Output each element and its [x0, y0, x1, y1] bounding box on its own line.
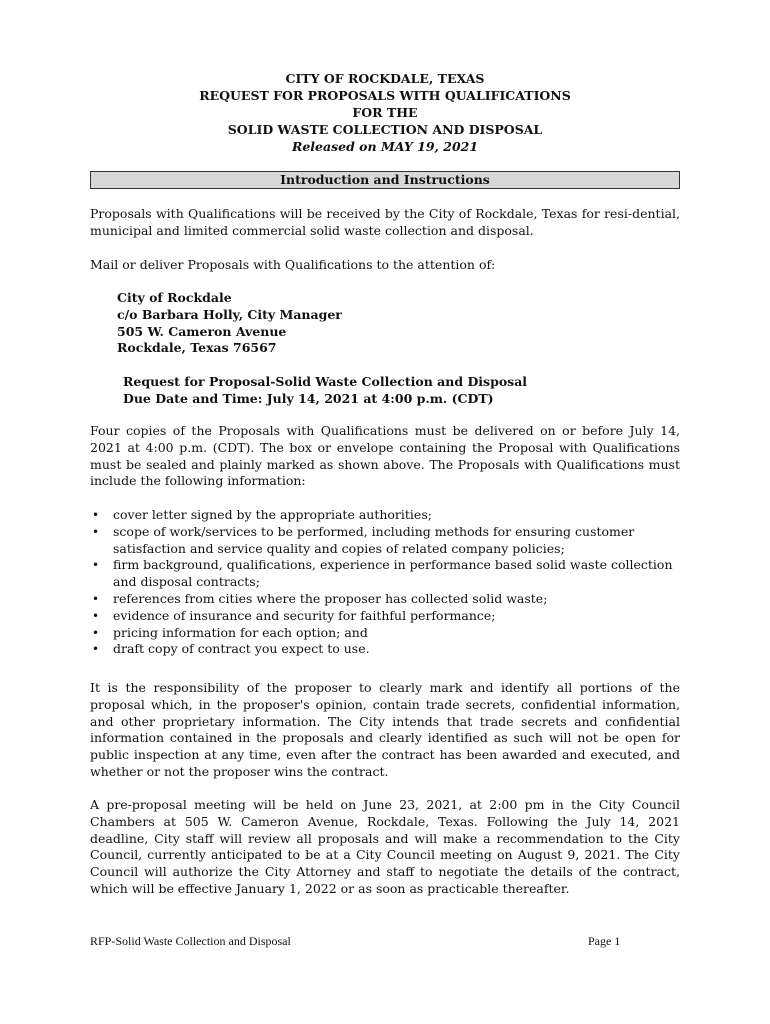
list-item: • firm background, qualifications, experience in performance based solid waste collection and disposal contracts; — [92, 557, 673, 590]
list-item: • pricing information for each option; and — [92, 624, 368, 640]
mailing-address — [117, 290, 342, 357]
copies-paragraph: Four copies of the Proposals with Qualifications must be delivered on or before July 14, 2021 at 4:00 p.m. (CDT). The box or envelope containing the Proposal with Qualifications must be sealed and plainly marked as shown above. The Proposals with Qualifications must include the following information: — [90, 423, 680, 489]
request-title: Request for Proposal-Solid Waste Collection and Disposal — [123, 374, 528, 389]
header-release-date: Released on MAY 19, 2021 — [291, 139, 479, 154]
address-line: 505 W. Cameron Avenue — [117, 323, 287, 339]
responsibility-paragraph: It is the responsibility of the proposer to clearly mark and identify all portions of the proposal which, in the proposer's opinion, contain trade secrets, confidential information, and other proprietary information. The City intends that trade secrets and confidential information contained in the proposals and clearly identified as such will not be open for public inspection at any time, even after the contract has been awarded and executed, and whether or not the proposer wins the contract. — [90, 680, 680, 779]
submission-label — [123, 374, 527, 408]
page-number: Page 1 — [588, 934, 621, 948]
mail-paragraph: Mail or deliver Proposals with Qualifications to the attention of: — [90, 257, 496, 272]
meeting-paragraph: A pre-proposal meeting will be held on June 23, 2021, at 2:00 pm in the City Council Chambers at 505 W. Cameron Avenue, Rockdale, Texas. Following the July 14, 2021 deadline, City staff will review all proposals and will make a recommendation to the City Council, currently anticipated to be at a City Council meeting on August 9, 2021. The City Council will authorize the City Attorney and staff to negotiate the details of the contract, which will be effective January 1, 2022 or as soon as practicable thereafter. — [90, 797, 680, 896]
header-city: CITY OF ROCKDALE, TEXAS — [285, 71, 485, 86]
address-line: City of Rockdale — [117, 290, 232, 305]
list-item: • evidence of insurance and security for faithful performance; — [92, 607, 496, 623]
address-line: c/o Barbara Holly, City Manager — [117, 306, 342, 322]
due-date: Due Date and Time: July 14, 2021 at 4:00 p.m. (CDT) — [123, 390, 494, 406]
document-header — [0, 70, 770, 155]
intro-paragraph: Proposals with Qualifications will be received by the City of Rockdale, Texas for resi-dential, municipal and limited commercial solid waste collection and disposal. — [90, 206, 680, 238]
list-item: • cover letter signed by the appropriate authorities; — [92, 507, 432, 522]
requirements-list — [90, 507, 682, 658]
list-item: • references from cities where the proposer has collected solid waste; — [92, 590, 548, 606]
address-line: Rockdale, Texas 76567 — [117, 340, 277, 356]
footer-title: RFP-Solid Waste Collection and Disposal — [90, 934, 291, 948]
header-rfp-title: REQUEST FOR PROPOSALS WITH QUALIFICATIONS — [199, 88, 571, 103]
header-subject: SOLID WASTE COLLECTION AND DISPOSAL — [227, 122, 543, 137]
list-item: • draft copy of contract you expect to use. — [92, 641, 370, 657]
header-for-the: FOR THE — [352, 105, 418, 120]
section-heading: Introduction and Instructions — [90, 171, 680, 189]
list-item: • scope of work/services to be performed, including methods for ensuring customer satisfaction and service quality and copies of related company policies; — [92, 523, 635, 556]
